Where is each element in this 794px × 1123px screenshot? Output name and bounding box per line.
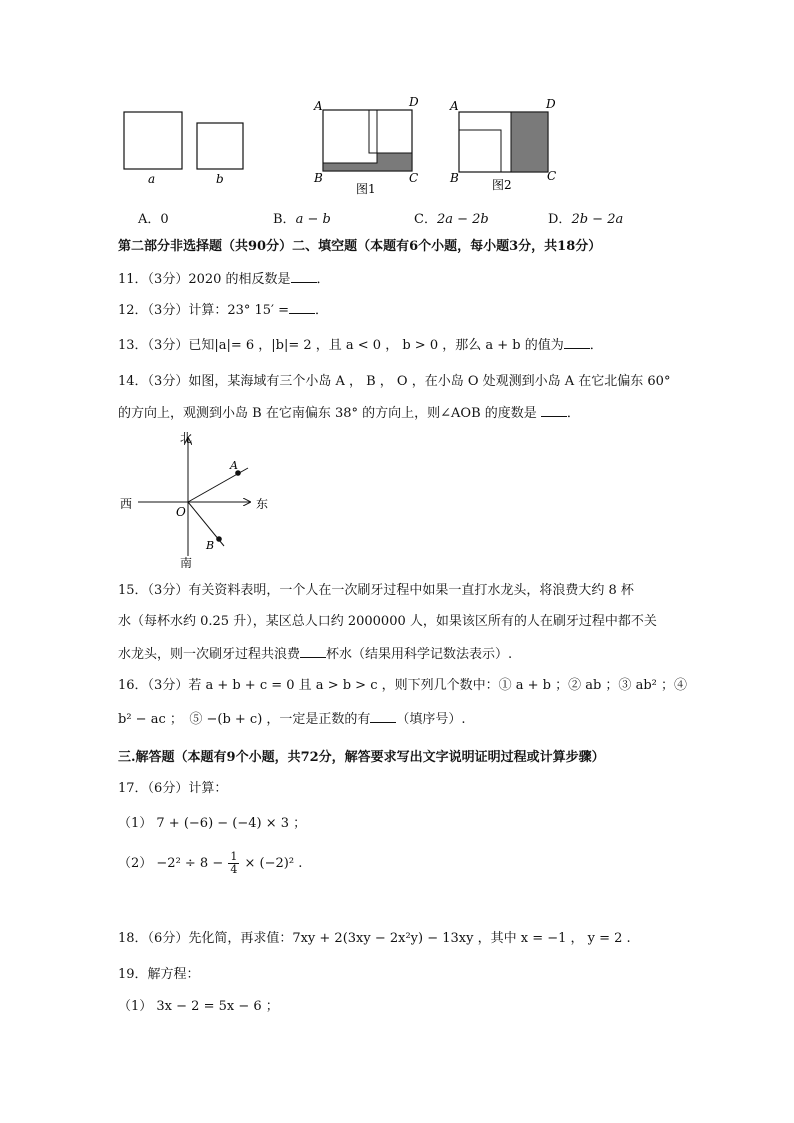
svg-text:西: 西 [120,497,133,511]
question-14-line-2: 的方向上，观测到小岛 B 在它南偏东 38° 的方向上，则∠AOB 的度数是 ． [118,406,580,421]
svg-text:O: O [176,505,186,519]
option-d: D．2b − 2a [548,212,624,227]
option-b: B．a − b [273,212,331,227]
svg-text:图1: 图1 [356,182,376,196]
label-a: a [148,172,156,186]
fraction-one-quarter: $\frac{1}{4}$ [230,850,238,876]
square-b [197,123,243,169]
svg-text:B: B [206,539,215,552]
figure-row [110,92,570,204]
svg-text:D: D [409,95,419,109]
svg-text:A: A [450,99,459,113]
svg-text:D: D [546,97,556,111]
option-c: C．2a − 2b [414,212,489,227]
question-16-line-1: 16．（3分）若 a + b + c = 0 且 a > b > c ，则下列几个数中：① a + b ；② ab ；③ ab² ；④ [118,678,687,693]
figure-2 [449,97,556,192]
question-17-title: 17．（6分）计算： [118,781,228,796]
svg-text:南: 南 [180,556,193,570]
question-11: 11．（3分）2020 的相反数是 ． [118,272,330,287]
question-17-part-2: （2） −2² ÷ 8 − $\frac{1}{4}$ × (−2)² . [118,850,303,876]
question-15-line-3: 水龙头，则一次刷牙过程共浪费 杯水（结果用科学记数法表示）. [118,647,513,662]
question-14-line-1: 14．（3分）如图，某海域有三个小岛 A ， B ， O ，在小岛 O 处观测到小岛 A 在它北偏东 60° [118,374,671,389]
section-3-title: 三.解答题（本题有9个小题，共72分，解答要求写出文字说明证明过程或计算步骤） [118,750,605,765]
question-18: 18．（6分）先化简，再求值：7xy + 2(3xy − 2x²y) − 13xy ，其中 x = −1 ， y = 2 . [118,931,631,946]
svg-text:B: B [314,171,323,185]
square-a [124,112,182,169]
question-19-title: 19．解方程： [118,967,200,982]
label-b: b [216,172,224,186]
question-19-part-1: （1） 3x − 2 = 5x − 6 ； [118,999,279,1014]
svg-text:A: A [230,459,238,472]
svg-text:A: A [314,99,323,113]
svg-text:C: C [409,171,419,185]
svg-text:东: 东 [256,497,269,511]
question-15-line-1: 15．（3分）有关资料表明，一个人在一次刷牙过程中如果一直打水龙头，将浪费大约 8 杯 [118,583,634,598]
option-a: A．0 [138,212,169,227]
section-2-title: 第二部分非选择题（共90分）二、填空题（本题有6个小题，每小题3分，共18分） [118,239,602,254]
question-16-line-2: b² − ac ； ⑤ −(b + c) ，一定是正数的有 （填序号）. [118,712,466,727]
svg-text:C: C [547,169,557,183]
svg-text:北: 北 [180,431,193,445]
question-15-line-2: 水（每杯水约 0.25 升），某区总人口约 2000000 人，如果该区所有的人在刷牙过程中都不关 [118,614,657,629]
point-b [216,536,222,542]
svg-text:图2: 图2 [492,178,512,192]
question-13: 13．（3分）已知|a|= 6 ，|b|= 2 ，且 a < 0 ， b > 0 ，那么 a + b 的值为 ． [118,338,603,353]
question-17-part-1: （1） 7 + (−6) − (−4) × 3 ； [118,816,307,831]
compass-figure [112,428,282,570]
svg-text:B: B [450,171,459,185]
figure-1 [313,95,419,196]
question-12: 12．（3分）计算：23° 15′ = ． [118,303,329,318]
